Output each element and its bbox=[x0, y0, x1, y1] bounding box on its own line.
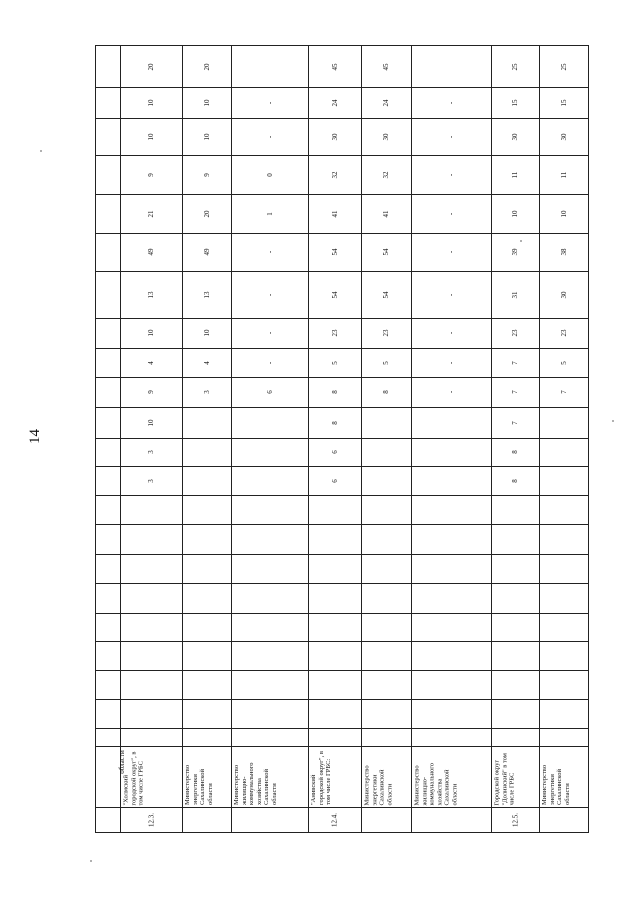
table-cell: 7 bbox=[511, 390, 519, 394]
table-cell: 3 bbox=[202, 390, 211, 394]
table-cell: 30 bbox=[382, 133, 390, 140]
table-cell: 4 bbox=[202, 360, 211, 365]
column-divider bbox=[96, 194, 588, 195]
table-cell: 10 bbox=[147, 329, 155, 337]
table-cell: 3 bbox=[147, 450, 155, 454]
column-divider bbox=[96, 438, 588, 439]
row-divider bbox=[182, 46, 183, 832]
table-cell: - bbox=[265, 331, 274, 335]
table-cell: 54 bbox=[382, 291, 390, 298]
table-cell: 10 bbox=[559, 210, 568, 217]
table-cell: 30 bbox=[559, 291, 568, 298]
table-cell: - bbox=[447, 390, 455, 394]
table-cell: - bbox=[265, 135, 274, 138]
row-name: Министерство энергетики Сахалинской области bbox=[184, 764, 214, 805]
table-cell: - bbox=[265, 293, 274, 296]
table-cell: 6 bbox=[265, 390, 274, 394]
table-cell: 6 bbox=[330, 478, 339, 483]
table-cell: - bbox=[447, 212, 455, 215]
table-cell: 30 bbox=[559, 133, 568, 140]
table-cell: 32 bbox=[382, 171, 390, 178]
column-divider bbox=[96, 554, 588, 555]
table-cell: 30 bbox=[330, 133, 339, 140]
row-name: Министерство энергетики Сахалинской области bbox=[363, 764, 393, 805]
table-cell: 11 bbox=[559, 171, 568, 178]
table-cell: 9 bbox=[147, 390, 155, 394]
table-cell: 8 bbox=[330, 420, 339, 425]
table-cell: - bbox=[265, 101, 274, 104]
table-cell: 30 bbox=[511, 133, 519, 140]
table-cell: 10 bbox=[511, 210, 519, 217]
table-cell: - bbox=[447, 135, 455, 138]
table-cell: 8 bbox=[382, 390, 390, 394]
column-divider bbox=[96, 118, 588, 119]
column-divider bbox=[96, 466, 588, 467]
table-cell: - bbox=[265, 361, 274, 364]
table-cell: 24 bbox=[382, 99, 390, 106]
header-cell: области bbox=[118, 750, 126, 774]
table-cell: 21 bbox=[147, 210, 155, 217]
table-cell: 10 bbox=[147, 133, 155, 140]
row-name: Министерство жилищно-коммунального хозяйства Сахалинской области bbox=[413, 762, 458, 805]
row-divider bbox=[361, 46, 362, 832]
table-cell: 25 bbox=[559, 63, 568, 70]
data-table bbox=[95, 45, 589, 833]
table-cell: 39 bbox=[511, 248, 519, 256]
table-cell: 5 bbox=[330, 360, 339, 365]
table-cell: 3 bbox=[147, 478, 155, 483]
column-divider bbox=[96, 613, 588, 614]
row-id: 12.3. bbox=[147, 812, 155, 827]
table-cell: 23 bbox=[330, 329, 339, 337]
table-cell: 45 bbox=[382, 63, 390, 70]
column-divider bbox=[96, 271, 588, 272]
table-cell: 5 bbox=[559, 360, 568, 365]
table-cell: 8 bbox=[511, 478, 519, 483]
row-id: 12.5. bbox=[511, 812, 519, 827]
table-cell: - bbox=[447, 250, 455, 254]
table-cell: 32 bbox=[330, 171, 339, 178]
table-cell: 13 bbox=[202, 291, 211, 298]
column-divider bbox=[96, 641, 588, 642]
table-cell: - bbox=[447, 361, 455, 364]
table-cell: 54 bbox=[330, 291, 339, 298]
table-cell: 8 bbox=[511, 450, 519, 454]
row-divider bbox=[491, 46, 492, 832]
table-cell: - bbox=[447, 331, 455, 335]
table-cell: 10 bbox=[202, 99, 211, 106]
row-id: 12.4. bbox=[330, 812, 339, 827]
table-cell: 20 bbox=[147, 63, 155, 70]
column-divider bbox=[96, 746, 588, 747]
column-divider bbox=[96, 495, 588, 496]
table-cell: 10 bbox=[147, 99, 155, 106]
table-cell: 54 bbox=[330, 248, 339, 256]
row-divider bbox=[231, 46, 232, 832]
table-cell: 38 bbox=[559, 248, 568, 256]
table-cell: 31 bbox=[511, 291, 519, 298]
column-divider bbox=[96, 348, 588, 349]
table-cell: 41 bbox=[382, 210, 390, 217]
column-divider bbox=[96, 699, 588, 700]
row-name: Городской округ "Долинский" в том числе ГРБС bbox=[493, 752, 515, 805]
table-cell: 1 bbox=[265, 211, 274, 216]
row-divider bbox=[411, 46, 412, 832]
table-cell: 8 bbox=[330, 390, 339, 394]
table-cell: 54 bbox=[382, 248, 390, 256]
table-cell: 9 bbox=[202, 172, 211, 177]
table-cell: 15 bbox=[559, 99, 568, 106]
table-cell: 7 bbox=[511, 420, 519, 425]
table-cell: 10 bbox=[202, 133, 211, 140]
table-cell: 23 bbox=[382, 329, 390, 337]
table-cell: 45 bbox=[330, 63, 339, 70]
table-cell: 9 bbox=[147, 172, 155, 177]
page-number: 14 bbox=[27, 429, 43, 444]
row-divider bbox=[308, 46, 309, 832]
table-cell: 0 bbox=[265, 172, 274, 177]
table-cell: 41 bbox=[330, 210, 339, 217]
column-divider bbox=[96, 318, 588, 319]
column-divider bbox=[96, 728, 588, 729]
column-divider bbox=[96, 377, 588, 378]
table-cell: 23 bbox=[559, 329, 568, 337]
table-cell: 49 bbox=[202, 248, 211, 256]
table-cell: 20 bbox=[202, 210, 211, 217]
row-name: Министерство жилищно-коммунального хозяйства Сахалинской области bbox=[233, 762, 278, 805]
table-cell: 10 bbox=[147, 419, 155, 426]
column-divider bbox=[96, 524, 588, 525]
row-divider bbox=[120, 46, 121, 832]
table-cell: 25 bbox=[511, 63, 519, 70]
table-cell: - bbox=[447, 173, 455, 176]
row-divider bbox=[539, 46, 540, 832]
column-divider bbox=[96, 87, 588, 88]
row-name: Министерство энергетики Сахалинской области bbox=[541, 764, 571, 805]
table-cell: 49 bbox=[147, 248, 155, 256]
table-cell: 5 bbox=[382, 360, 390, 365]
table-cell: - bbox=[265, 250, 274, 254]
column-divider bbox=[96, 155, 588, 156]
column-divider bbox=[96, 670, 588, 671]
table-cell: - bbox=[447, 293, 455, 296]
table-cell: - bbox=[447, 101, 455, 104]
table-cell: 7 bbox=[559, 390, 568, 394]
row-name: "Анивский городской округ", в том числе ГРБС: bbox=[310, 751, 332, 805]
table-cell: 7 bbox=[511, 360, 519, 365]
table-cell: 13 bbox=[147, 291, 155, 298]
row-name: "Холмский городской округ", в том числе ГРБС bbox=[122, 751, 144, 805]
column-divider bbox=[96, 583, 588, 584]
table-cell: 10 bbox=[202, 329, 211, 337]
table-cell: 24 bbox=[330, 99, 339, 106]
table-cell: 20 bbox=[202, 63, 211, 70]
column-divider bbox=[96, 233, 588, 234]
table-cell: 15 bbox=[511, 99, 519, 106]
table-cell: 4 bbox=[147, 360, 155, 365]
table-cell: 6 bbox=[330, 450, 339, 454]
table-cell: 11 bbox=[511, 171, 519, 178]
column-divider bbox=[96, 407, 588, 408]
table-cell: 23 bbox=[511, 329, 519, 337]
